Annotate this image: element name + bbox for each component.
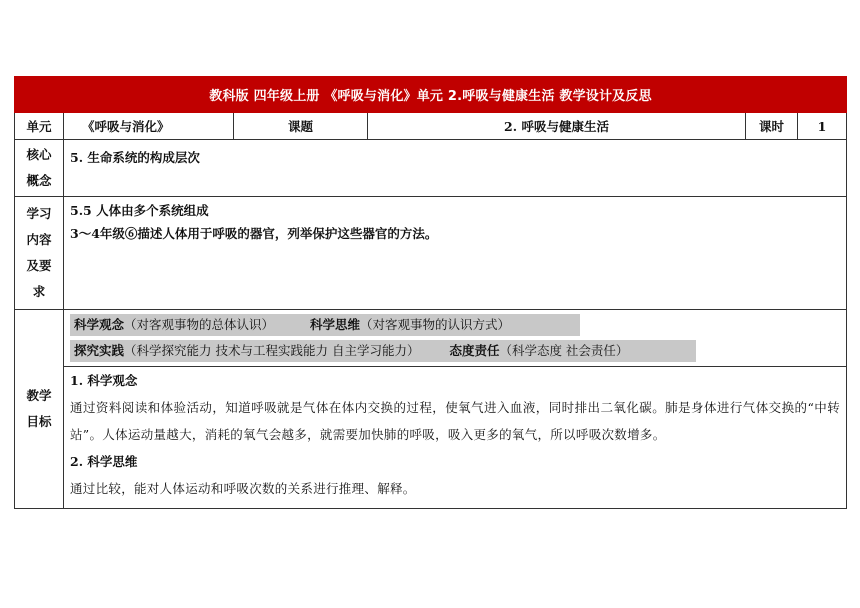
tag-science-thinking: 科学思维 [310, 317, 361, 332]
header-row [15, 113, 847, 140]
lesson-plan-page [14, 76, 846, 509]
tag-attitude-desc: （科学态度 社会责任） [499, 343, 629, 358]
tag-inquiry-practice: 探究实践 [74, 343, 125, 358]
tag-attitude: 态度责任 [449, 343, 500, 358]
learning-cell [64, 197, 847, 310]
tag-science-concept: 科学观念 [74, 317, 125, 332]
learning-row [15, 197, 847, 310]
core-concept-label: 核心 概念 [15, 140, 64, 197]
goals-tags [64, 310, 846, 367]
unit-label: 单元 [15, 113, 64, 140]
tag-science-concept-desc: （对客观事物的总体认识） [124, 317, 275, 332]
title-banner: 教科版 四年级上册 《呼吸与消化》单元 2.呼吸与健康生活 教学设计及反思 [15, 77, 847, 113]
topic-label: 课题 [234, 113, 368, 140]
goals-row [15, 310, 847, 509]
topic-value: 2. 呼吸与健康生活 [368, 113, 746, 140]
section-1-text: 通过资料阅读和体验活动，知道呼吸就是气体在体内交换的过程，使氧气进入血液，同时排出二氧化碳。肺是身体进行气体交换的“中转站”。人体运动量越大，消耗的氧气会越多，就需要加快肺的呼吸，吸入更多的氧气，所以呼吸次数增多。 [70, 400, 841, 442]
goals-label: 教学 目标 [15, 310, 64, 509]
learning-label: 学习 内容 及要 求 [15, 197, 64, 310]
learning-line-2: 3～4年级⑥描述人体用于呼吸的器官，列举保护这些器官的方法。 [70, 226, 438, 241]
tag-row-2 [70, 340, 696, 362]
period-value: 1 [798, 113, 847, 140]
learning-line-1: 5.5 人体由多个系统组成 [70, 203, 209, 218]
section-2-title: 2. 科学思维 [70, 454, 138, 469]
goals-body [64, 367, 846, 508]
core-concept-row [15, 140, 847, 197]
tag-science-thinking-desc: （对客观事物的认识方式） [360, 317, 511, 332]
tag-inquiry-practice-desc: （科学探究能力 技术与工程实践能力 自主学习能力） [124, 343, 420, 358]
core-concept-cell [64, 140, 847, 197]
lesson-plan-table [14, 76, 847, 509]
section-1-title: 1. 科学观念 [70, 373, 138, 388]
goals-cell [64, 310, 847, 509]
unit-value: 《呼吸与消化》 [64, 113, 234, 140]
period-label: 课时 [746, 113, 798, 140]
core-concept-text: 5. 生命系统的构成层次 [70, 150, 200, 165]
tag-row-1 [70, 314, 580, 336]
section-2-text: 通过比较，能对人体运动和呼吸次数的关系进行推理、解释。 [70, 481, 416, 496]
